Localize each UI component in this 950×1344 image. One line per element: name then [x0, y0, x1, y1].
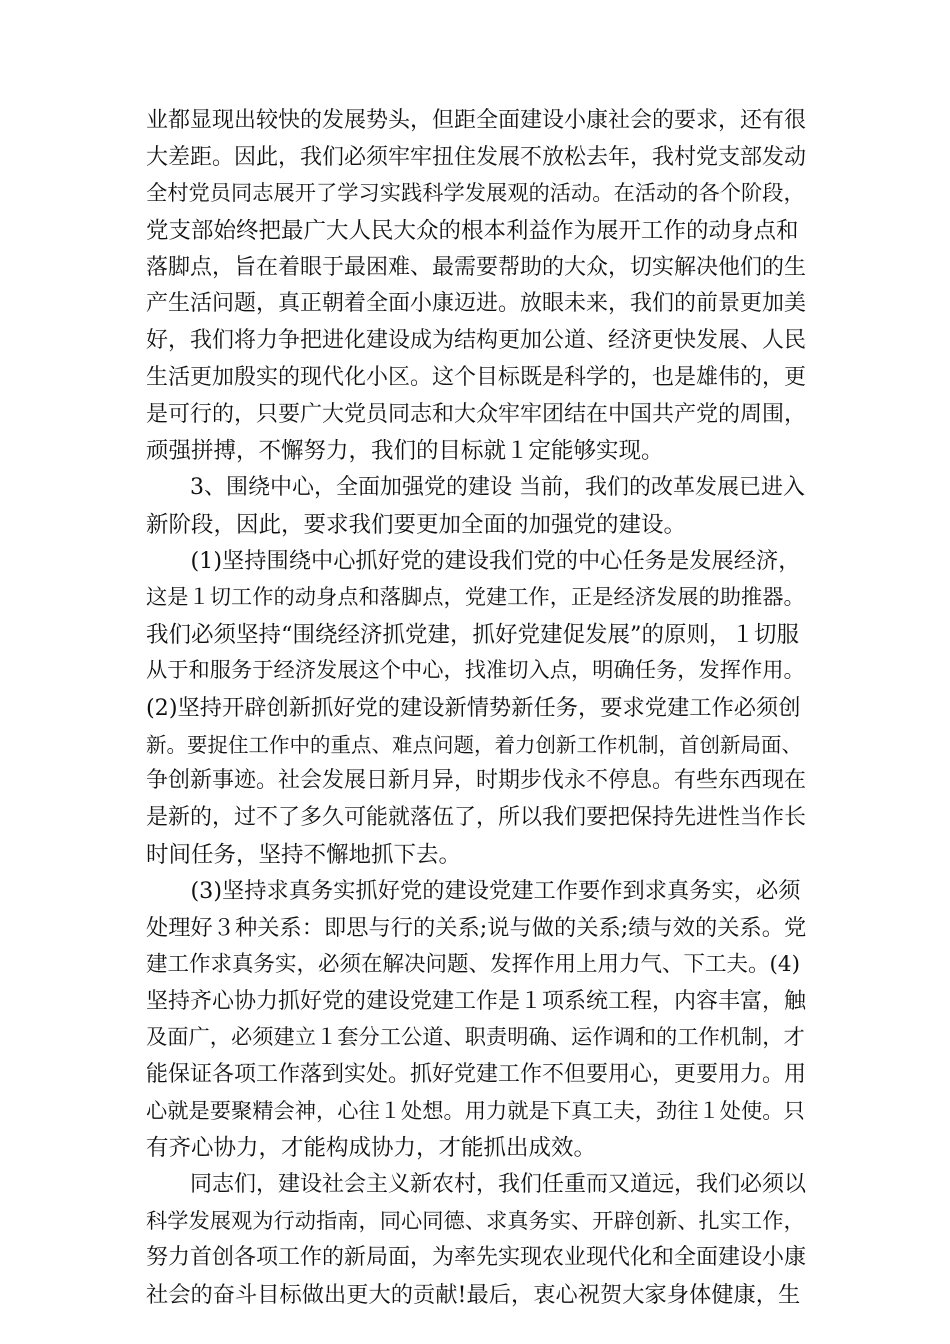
- text-line: 好，我们将力争把进化建设成为结构更加公道、经济更快发展、人民: [146, 328, 807, 354]
- text-line: (3)坚持求真务实抓好党的建设党建工作要作到求真务实，必须: [146, 878, 801, 905]
- text-line: 有齐心协力，才能构成协力，才能抓出成效。: [146, 1135, 597, 1162]
- text-line: 及面广，必须建立１套分工公道、职责明确、运作调和的工作机制，才: [146, 1025, 805, 1051]
- text-line: 坚持齐心协力抓好党的建设党建工作是１项系统工程，内容丰富，触: [146, 988, 807, 1014]
- text-line: 同志们，建设社会主义新农村，我们任重而又道远，我们必须以: [146, 1171, 807, 1197]
- text-line: 能保证各项工作落到实处。抓好党建工作不但要用心，更要用力。用: [146, 1061, 807, 1087]
- text-line: 我们必须坚持“围绕经济抓党建，抓好党建促发展”的原则，１切服: [146, 621, 800, 648]
- text-line: 落脚点，旨在着眼于最困难、最需要帮助的大众，切实解决他们的生: [146, 254, 807, 280]
- body-text: [146, 103, 806, 1314]
- text-line: 新。要捉住工作中的重点、难点问题，着力创新工作机制，首创新局面、: [146, 732, 802, 757]
- text-line: 建工作求真务实，必须在解决问题、发挥作用上用力气、下工夫。(4): [146, 951, 800, 977]
- text-line: 心就是要聚精会神，心往１处想。用力就是下真工夫，劲往１处使。只: [146, 1098, 805, 1124]
- text-line: 全村党员同志展开了学习实践科学发展观的活动。在活动的各个阶段，: [146, 181, 805, 207]
- text-line: 是可行的，只要广大党员同志和大众牢牢团结在中国共产党的周围，: [146, 401, 807, 427]
- text-line: 产生活问题，真正朝着全面小康迈进。放眼未来，我们的前景更加美: [146, 291, 807, 317]
- text-line: 时间任务，坚持不懈地抓下去。: [146, 841, 462, 868]
- text-line: 是新的，过不了多久可能就落伍了，所以我们要把保持先进性当作长: [146, 805, 807, 831]
- text-line: 社会的奋斗目标做出更大的贡献!最后，衷心祝贺大家身体健康，生: [146, 1282, 801, 1308]
- text-line: 生活更加殷实的现代化小区。这个目标既是科学的，也是雄伟的，更: [146, 364, 807, 390]
- text-line: 努力首创各项工作的新局面，为率先实现农业现代化和全面建设小康: [146, 1245, 807, 1271]
- text-line: 业都显现出较快的发展势头，但距全面建设小康社会的要求，还有很: [146, 108, 807, 133]
- text-line: (2)坚持开辟创新抓好党的建设新情势新任务，要求党建工作必须创: [146, 695, 801, 721]
- text-line: 处理好３种关系：即思与行的关系;说与做的关系;绩与效的关系。党: [146, 915, 807, 942]
- text-line: 新阶段，因此，要求我们要更加全面的加强党的建设。: [146, 511, 687, 538]
- text-line: 党支部始终把最广大人民大众的根本利益作为展开工作的动身点和: [146, 218, 799, 245]
- text-line: 争创新事迹。社会发展日新月异，时期步伐永不停息。有些东西现在: [146, 768, 807, 794]
- text-line: 3、围绕中心，全面加强党的建设 当前，我们的改革发展已进入: [146, 474, 805, 500]
- text-line: (1)坚持围绕中心抓好党的建设我们党的中心任务是发展经济，: [146, 548, 801, 575]
- text-line: 大差距。因此，我们必须牢牢扭住发展不放松去年，我村党支部发动: [146, 144, 807, 170]
- text-line: 科学发展观为行动指南，同心同德、求真务实、开辟创新、扎实工作，: [146, 1208, 805, 1234]
- text-line: 从于和服务于经济发展这个中心，找准切入点，明确任务，发挥作用。: [146, 658, 805, 684]
- text-line: 顽强拼搏，不懈努力，我们的目标就１定能够实现。: [146, 438, 664, 465]
- text-line: 这是１切工作的动身点和落脚点，党建工作，正是经济发展的助推器。: [146, 584, 805, 610]
